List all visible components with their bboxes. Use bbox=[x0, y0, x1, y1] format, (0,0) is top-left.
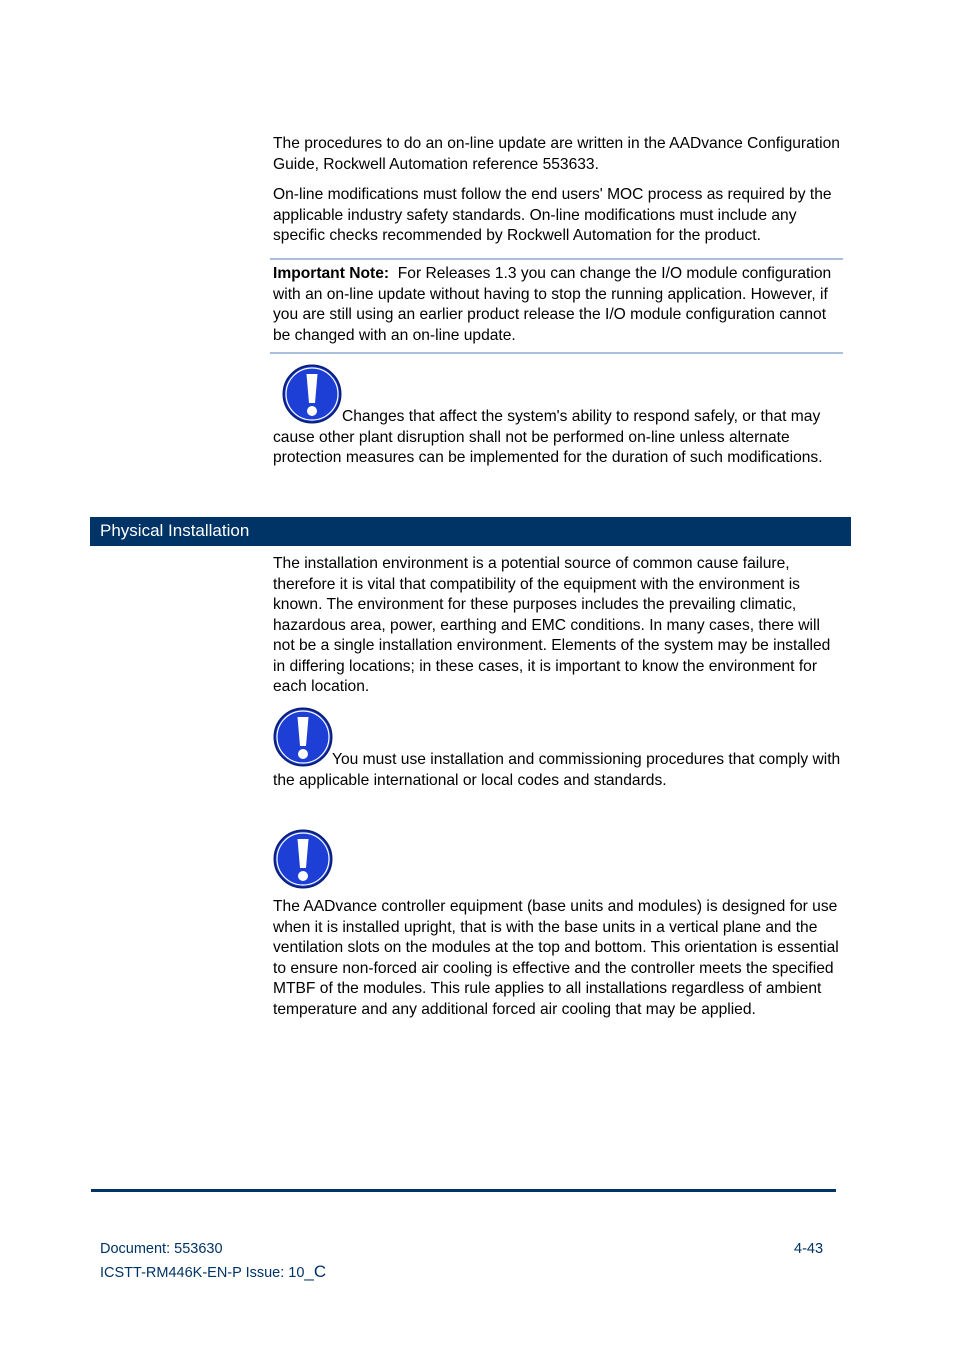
important-note-box bbox=[270, 258, 843, 354]
important-note-label: Important Note: bbox=[273, 265, 390, 282]
important-note-body: For Releases 1.3 you can change the I/O module configuration with an on-line update without having to stop the running application. However, if you are still using an earlier product release the I/O module configuration cannot be changed with an on-line update. bbox=[273, 265, 832, 344]
footer-issue-prefix: ICSTT-RM446K-EN-P Issue: 10 bbox=[100, 1265, 305, 1281]
warning-installation-procedures-text: You must use installation and commissioning procedures that comply with the applicable international or local codes and standards. bbox=[273, 751, 841, 789]
footer-issue bbox=[100, 1262, 326, 1282]
online-modifications-paragraph: On-line modifications must follow the end users' MOC process as required by the applicable industry safety standards. On-line modifications must include any specific checks recommended by Rockwell Automation for the product. bbox=[273, 186, 832, 244]
footer-document-number: Document: 553630 bbox=[100, 1241, 223, 1257]
footer-rule bbox=[91, 1189, 836, 1192]
exclamation-circle-icon bbox=[273, 829, 333, 889]
section-header bbox=[90, 517, 851, 546]
installation-environment-paragraph: The installation environment is a potential source of common cause failure, therefore it is vital that compatibility of the equipment with the environment is known. The environment for these purposes includes the prevailing climatic, hazardous area, power, earthing and EMC conditions. In many cases, there will not be a single installation environment. Elements of the system may be installed in differing locations; in these cases, it is important to know the environment for each location. bbox=[273, 555, 831, 695]
important-note-text bbox=[270, 260, 843, 352]
warning-online-changes-text: Changes that affect the system's ability to respond safely, or that may cause other plant disruption shall not be performed on-line unless alternate protection measures can be implemented for the duration of such modifications. bbox=[273, 408, 823, 466]
footer-issue-suffix: _C bbox=[304, 1262, 327, 1281]
upright-installation-paragraph: The AADvance controller equipment (base units and modules) is designed for use when it is installed upright, that is with the base units in a vertical plane and the ventilation slots on the modules at the top and bottom. This orientation is essential to ensure non-forced air cooling is effective and the controller meets the specified MTBF of the modules. This rule applies to all installations regardless of ambient temperature and any additional forced air cooling that may be applied. bbox=[273, 898, 839, 1018]
footer-page-number: 4-43 bbox=[794, 1241, 824, 1257]
online-update-paragraph: The procedures to do an on-line update are written in the AADvance Configuration Guide, Rockwell Automation reference 553633. bbox=[273, 135, 840, 173]
section-title: Physical Installation bbox=[100, 521, 250, 540]
